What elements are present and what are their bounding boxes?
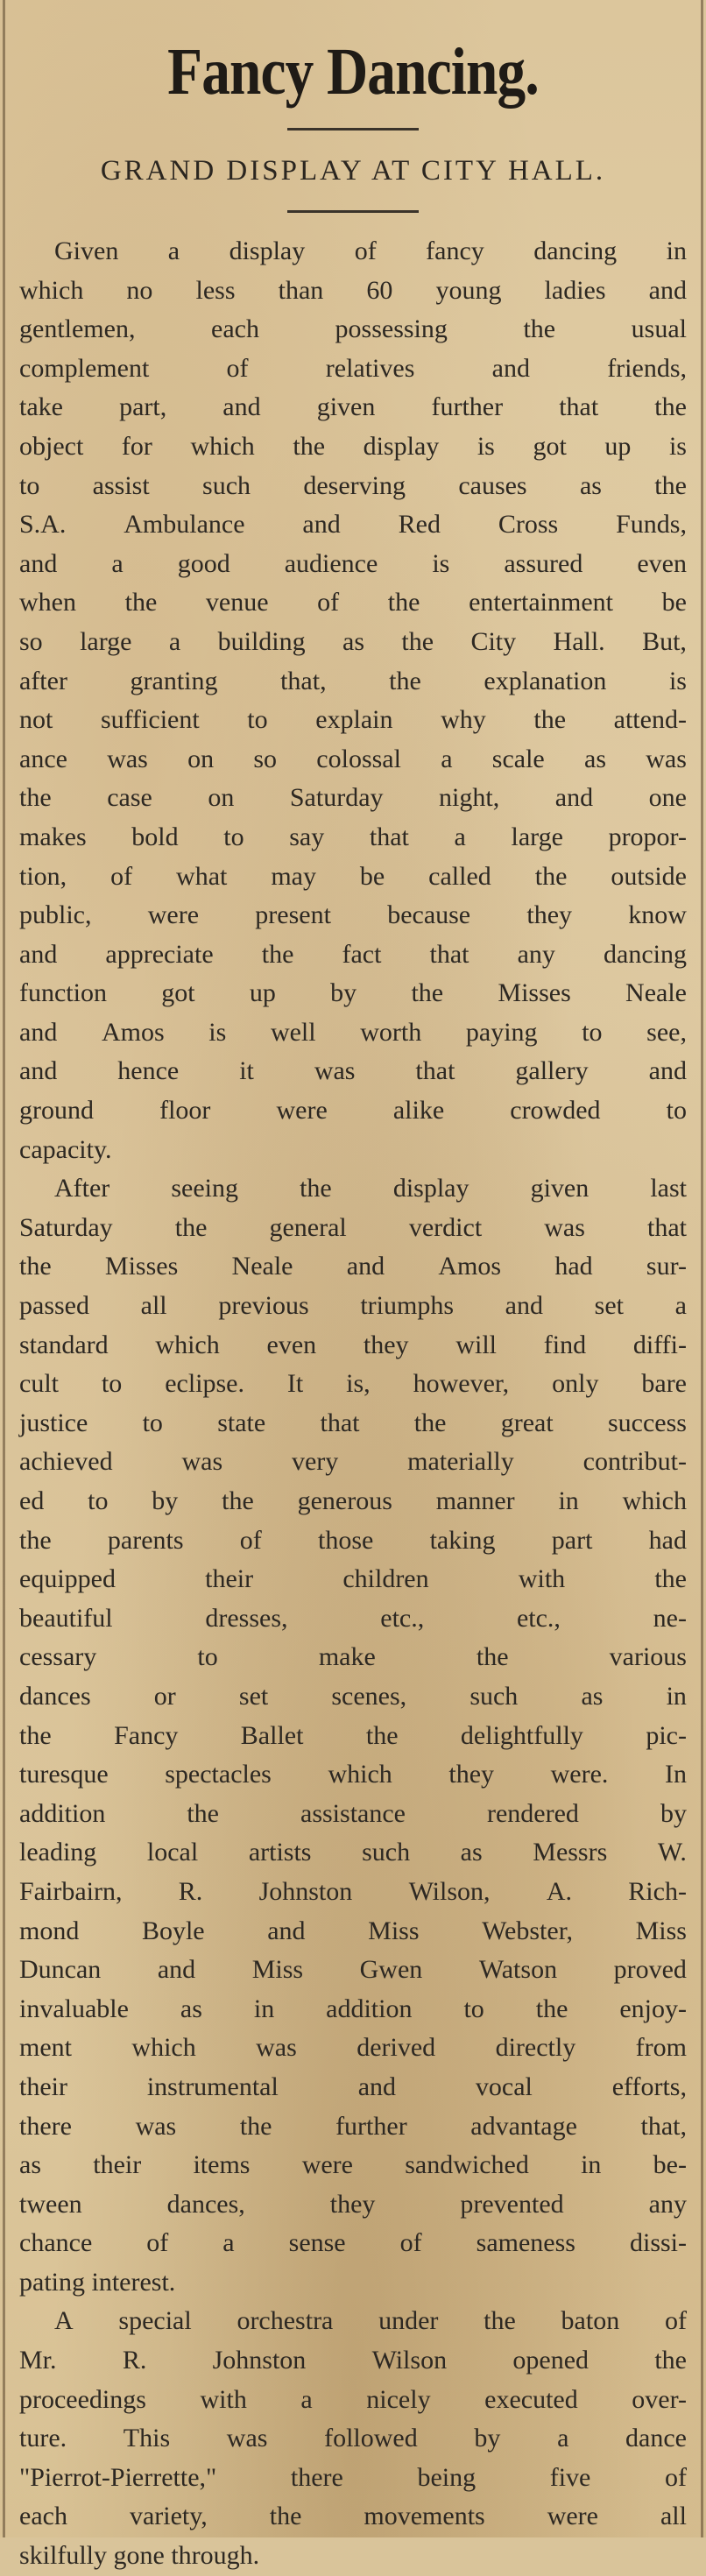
article-line: gentlemen, each possessing the usual: [19, 314, 687, 344]
article-line: mond Boyle and Miss Webster, Miss: [19, 1916, 687, 1945]
article-line: which no less than 60 young ladies and: [19, 275, 687, 305]
article-line: capacity.: [19, 1134, 112, 1164]
subheadline-divider: [287, 210, 419, 213]
article-line: Mr. R. Johnston Wilson opened the: [19, 2346, 687, 2375]
article-line: to assist such deserving causes as the: [19, 470, 687, 500]
article-line: A special orchestra under the baton of: [54, 2306, 687, 2336]
article-line: passed all previous triumphs and set a: [19, 1291, 687, 1321]
article-line: and Amos is well worth paying to see,: [19, 1017, 687, 1047]
article-line: equipped their children with the: [19, 1564, 687, 1594]
article-line: ment which was derived directly from: [19, 2033, 687, 2063]
article-line: tween dances, they prevented any: [19, 2189, 687, 2219]
clipping-left-edge: [3, 0, 5, 2537]
article-line: After seeing the display given last: [54, 1174, 687, 1203]
article-line: "Pierrot-Pierrette," there being five of: [19, 2462, 687, 2492]
article-line: pating interest.: [19, 2267, 176, 2297]
article-line: cessary to make the various: [19, 1642, 687, 1672]
article-line: invaluable as in addition to the enjoy-: [19, 1994, 687, 2023]
article-line: addition the assistance rendered by: [19, 1798, 687, 1828]
article-line: as their items were sandwiched in be-: [19, 2150, 687, 2180]
article-line: complement of relatives and friends,: [19, 353, 687, 383]
article-line: makes bold to say that a large propor-: [19, 822, 687, 851]
article-line: ance was on so colossal a scale as was: [19, 744, 687, 773]
article-line: the Misses Neale and Amos had sur-: [19, 1252, 687, 1281]
article-line: function got up by the Misses Neale: [19, 978, 687, 1008]
article-line: leading local artists such as Messrs W.: [19, 1838, 687, 1867]
subheadline: GRAND DISPLAY AT CITY HALL.: [100, 155, 606, 187]
article-line: ground floor were alike crowded to: [19, 1096, 687, 1126]
article-line: skilfully gone through.: [19, 2541, 260, 2571]
clipping-right-edge: [701, 0, 703, 2537]
article-line: turesque spectacles which they were. In: [19, 1760, 687, 1789]
article-line: and a good audience is assured even: [19, 548, 687, 578]
article-line: ture. This was followed by a dance: [19, 2424, 687, 2453]
article-line: beautiful dresses, etc., etc., ne-: [19, 1603, 687, 1633]
article-line: S.A. Ambulance and Red Cross Funds,: [19, 510, 687, 540]
article-line: after granting that, the explanation is: [19, 666, 687, 695]
article-line: their instrumental and vocal efforts,: [19, 2071, 687, 2101]
article-line: the parents of those taking part had: [19, 1525, 687, 1555]
article-line: Fairbairn, R. Johnston Wilson, A. Rich-: [19, 1876, 687, 1906]
article-line: take part, and given further that the: [19, 392, 687, 422]
article-line: chance of a sense of sameness dissi-: [19, 2228, 687, 2258]
article-line: and hence it was that gallery and: [19, 1056, 687, 1086]
article-line: there was the further advantage that,: [19, 2111, 687, 2141]
article-line: proceedings with a nicely executed over-: [19, 2384, 687, 2414]
headline: Fancy Dancing.: [167, 35, 539, 109]
article-line: not sufficient to explain why the attend-: [19, 705, 687, 735]
article-line: cult to eclipse. It is, however, only bare: [19, 1369, 687, 1399]
article-line: tion, of what may be called the outside: [19, 861, 687, 891]
article-line: each variety, the movements were all: [19, 2502, 687, 2531]
article-line: achieved was very materially contribut-: [19, 1447, 687, 1477]
article-line: justice to state that the great success: [19, 1408, 687, 1437]
article-line: Given a display of fancy dancing in: [54, 236, 687, 265]
article-line: standard which even they will find diffi-: [19, 1330, 687, 1359]
article-line: and appreciate the fact that any dancing: [19, 939, 687, 969]
headline-divider: [287, 128, 419, 131]
article-line: Saturday the general verdict was that: [19, 1212, 687, 1242]
article-line: dances or set scenes, such as in: [19, 1681, 687, 1711]
article-line: the Fancy Ballet the delightfully pic-: [19, 1720, 687, 1750]
article-line: ed to by the generous manner in which: [19, 1486, 687, 1515]
article-body: [19, 232, 687, 2576]
article-line: the case on Saturday night, and one: [19, 783, 687, 813]
article-line: so large a building as the City Hall. But,: [19, 626, 687, 656]
article-line: Duncan and Miss Gwen Watson proved: [19, 1955, 687, 1985]
article-line: when the venue of the entertainment be: [19, 588, 687, 618]
article-line: public, were present because they know: [19, 900, 687, 930]
article-line: object for which the display is got up is: [19, 431, 687, 461]
